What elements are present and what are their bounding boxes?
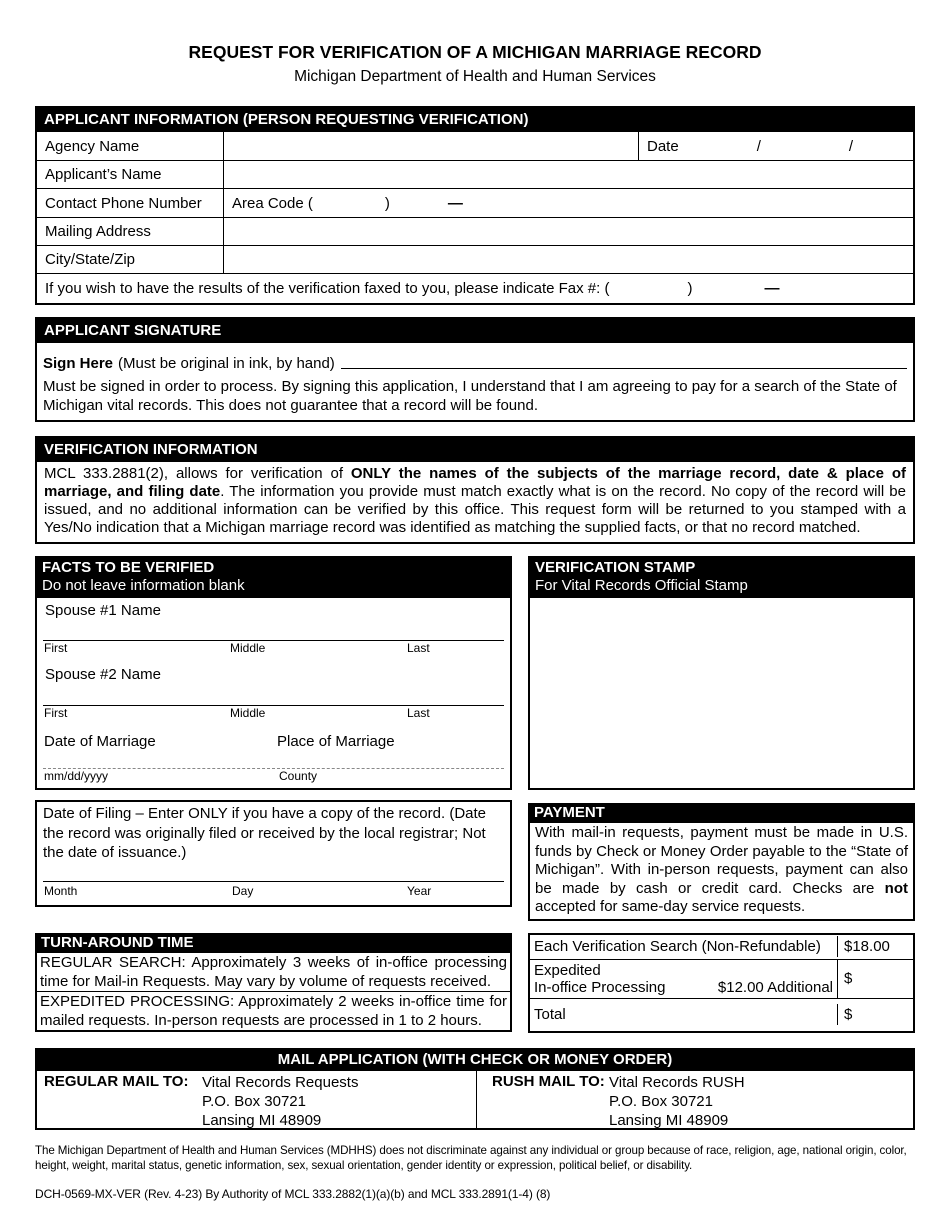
fee-row-expedited xyxy=(530,959,913,998)
fee-total-amount-field[interactable] xyxy=(837,1004,913,1025)
filing-sublabels xyxy=(37,884,510,897)
date-slash: / xyxy=(848,137,854,155)
verification-info-bold: ONLY the names of the subjects of the marriage record, date & place of marriage, and filing date xyxy=(44,465,906,500)
spouse2-name-label: Spouse #2 Name xyxy=(45,666,161,683)
payment-text xyxy=(528,823,915,921)
phone-dash: — xyxy=(447,194,463,212)
date-slash: / xyxy=(756,137,761,155)
first-label: First xyxy=(44,706,68,720)
signature-note: Must be signed in order to process. By signing this application, I understand that I am agreeing to pay for a search of the State of Michigan vital records. This does not guarantee that a record will be found. xyxy=(43,378,897,414)
fees-section xyxy=(528,933,915,1033)
date-of-filing-box[interactable] xyxy=(35,800,512,907)
payment-part2: accepted for same-day service requests. xyxy=(535,898,806,916)
turnaround-box xyxy=(35,953,512,1032)
verification-info-text xyxy=(37,462,913,542)
date-of-filing-section xyxy=(35,800,512,921)
address-line: Lansing MI 48909 xyxy=(202,1111,322,1129)
rush-mail-cell xyxy=(477,1071,913,1128)
stamp-area xyxy=(528,598,915,790)
first-label: First xyxy=(44,641,68,655)
section-header-verification-stamp xyxy=(528,556,915,598)
section-header-label: VERIFICATION INFORMATION xyxy=(44,441,258,458)
fee-row-search xyxy=(530,935,913,959)
fee-search-amount: $18.00 xyxy=(837,936,913,957)
section-header-label: PAYMENT xyxy=(534,804,605,821)
date-format-label: mm/dd/yyyy xyxy=(44,769,109,783)
rush-mail-address xyxy=(609,1073,745,1128)
fee-expedited-amount-field[interactable] xyxy=(837,960,913,998)
address-line: Lansing MI 48909 xyxy=(609,1111,729,1129)
date-field[interactable] xyxy=(638,132,913,160)
applicant-name-field[interactable] xyxy=(224,161,913,188)
address-line: Vital Records Requests xyxy=(202,1073,359,1091)
marriage-date-place-field[interactable] xyxy=(37,731,510,769)
section-header-mail-application xyxy=(37,1050,913,1070)
applicant-name-label: Applicant’s Name xyxy=(37,161,224,188)
fax-note-text: If you wish to have the results of the verification faxed to you, please indicate Fax #: ( xyxy=(45,280,610,297)
section-header-verification-info xyxy=(37,438,913,462)
regular-mail-cell xyxy=(37,1071,477,1128)
section-header-facts xyxy=(35,556,512,598)
mail-application-section xyxy=(35,1048,915,1130)
county-label: County xyxy=(279,769,318,783)
verification-info-part2: . The information you provide must match exactly what is on the record. No copy of the record will be issued, and no additional information can be verified by this office. This request form will be returned to you stamped with a Yes/No indication that a Michigan marriage record was identified as matching the supplied facts, or that no record matched. xyxy=(44,483,906,536)
facts-subheader: Do not leave information blank xyxy=(42,577,245,594)
section-header-applicant-info xyxy=(37,108,913,132)
contact-phone-row xyxy=(37,188,913,217)
sign-here-instructions: (Must be original in ink, by hand) xyxy=(118,355,335,372)
agency-name-label: Agency Name xyxy=(37,132,224,160)
area-code-prefix: Area Code ( xyxy=(232,194,313,212)
section-header-label: VERIFICATION STAMP xyxy=(535,559,696,576)
facts-box xyxy=(35,598,512,790)
page-subtitle: Michigan Department of Health and Human Services xyxy=(294,68,656,85)
fee-total-label: Total xyxy=(534,1006,566,1024)
address-line: P.O. Box 30721 xyxy=(202,1092,306,1110)
day-label: Day xyxy=(232,884,254,898)
middle-label: Middle xyxy=(230,641,266,655)
fee-search-label: Each Verification Search (Non-Refundable) xyxy=(534,938,821,956)
section-header-label: FACTS TO BE VERIFIED xyxy=(42,559,215,576)
fee-expedited-label xyxy=(530,960,837,998)
last-label: Last xyxy=(407,641,430,655)
section-header-payment xyxy=(528,803,915,823)
year-label: Year xyxy=(407,884,432,898)
mailing-address-label: Mailing Address xyxy=(37,218,224,245)
spouse1-name-sublabels xyxy=(37,641,510,654)
page-title: REQUEST FOR VERIFICATION OF A MICHIGAN MARRIAGE RECORD xyxy=(188,42,762,62)
verification-info-part1: MCL 333.2881(2), allows for verification of xyxy=(44,465,351,482)
mailing-address-row xyxy=(37,217,913,245)
area-code-close-paren: ) xyxy=(384,194,390,212)
fax-row[interactable] xyxy=(37,273,913,303)
month-label: Month xyxy=(44,884,78,898)
fax-dash: — xyxy=(764,280,780,297)
city-state-zip-row xyxy=(37,245,913,273)
applicant-name-row xyxy=(37,160,913,188)
contact-phone-field[interactable] xyxy=(224,189,913,217)
section-header-label: MAIL APPLICATION (WITH CHECK OR MONEY ORDER) xyxy=(277,1050,673,1068)
sign-here-label: Sign Here xyxy=(43,355,114,372)
fax-close-paren: ) xyxy=(687,280,693,297)
applicant-info-table xyxy=(35,106,915,305)
agency-name-row xyxy=(37,132,913,160)
fee-expedited-line2-label: In-office Processing xyxy=(534,978,666,996)
fee-table xyxy=(528,933,915,1033)
fee-row-total xyxy=(530,998,913,1031)
spouse1-name-label: Spouse #1 Name xyxy=(45,602,161,619)
contact-phone-label: Contact Phone Number xyxy=(37,189,224,217)
dollar-sign: $ xyxy=(844,970,853,988)
stamp-subheader: For Vital Records Official Stamp xyxy=(535,577,748,594)
applicant-signature-section xyxy=(35,317,915,422)
verification-stamp-section xyxy=(528,556,915,790)
section-header-label: TURN-AROUND TIME xyxy=(41,933,194,951)
agency-name-field[interactable] xyxy=(224,132,638,160)
marriage-date-place-sublabels xyxy=(37,769,510,782)
section-header-label: APPLICANT INFORMATION (PERSON REQUESTING VERIFICATION) xyxy=(44,111,529,128)
city-state-zip-label: City/State/Zip xyxy=(37,246,224,273)
payment-bold: not xyxy=(884,879,908,897)
regular-mail-label: REGULAR MAIL TO: xyxy=(44,1072,189,1090)
turnaround-section xyxy=(35,933,512,1033)
verification-info-section xyxy=(35,436,915,544)
dollar-sign: $ xyxy=(844,1006,853,1024)
payment-part1: With mail-in requests, payment must be made in U.S. funds by Check or Money Order payable to the “State of Michigan”. With in-person requests, payment can also be made by cash or credit card. Checks are xyxy=(535,824,908,897)
place-of-marriage-label: Place of Marriage xyxy=(277,733,395,750)
address-line: P.O. Box 30721 xyxy=(609,1092,713,1110)
section-header-turnaround xyxy=(35,933,512,953)
fee-expedited-line1: Expedited xyxy=(534,961,601,979)
regular-mail-address xyxy=(202,1073,358,1128)
form-number: DCH-0569-MX-VER (Rev. 4-23) By Authority of MCL 333.2882(1)(a)(b) and MCL 333.2891(1-4) (8) xyxy=(35,1186,551,1201)
city-state-zip-field[interactable] xyxy=(224,246,913,273)
marriage-date-place-labels xyxy=(37,731,510,750)
rush-mail-label: RUSH MAIL TO: xyxy=(492,1072,605,1090)
expedited-processing-text: EXPEDITED PROCESSING: Approximately 2 weeks in-office time for mailed requests. In-person requests are processed in 1 to 2 hours. xyxy=(37,991,510,1030)
section-header-label: APPLICANT SIGNATURE xyxy=(44,322,222,339)
regular-search-text: REGULAR SEARCH: Approximately 3 weeks of in-office processing time for Mail-in Requests. May vary by volume of requests received. xyxy=(40,953,507,990)
nondiscrimination-notice: The Michigan Department of Health and Human Services (MDHHS) does not discriminate against any individual or group because of race, religion, age, national origin, color, height, weight, marital status, genetic information, sex, sexual orientation, gender identity or expression, political belief, or disability. xyxy=(35,1143,907,1173)
address-line: Vital Records RUSH xyxy=(609,1073,745,1091)
fee-expedited-line2 xyxy=(534,979,833,996)
spouse2-name-field[interactable] xyxy=(37,666,510,706)
facts-section xyxy=(35,556,512,790)
middle-label: Middle xyxy=(230,706,266,720)
date-label: Date xyxy=(647,137,679,155)
date-of-filing-text: Date of Filing – Enter ONLY if you have a copy of the record. (Date the record was originally filed or received by the local registrar; Not the date of issuance.) xyxy=(43,805,487,861)
date-of-marriage-label: Date of Marriage xyxy=(44,733,156,750)
spouse2-name-sublabels xyxy=(37,706,510,719)
mail-addresses-row xyxy=(37,1070,913,1128)
sign-here-row xyxy=(37,343,913,374)
spouse1-name-field[interactable] xyxy=(37,598,510,641)
section-header-applicant-signature xyxy=(37,319,913,343)
fee-expedited-extra: $12.00 Additional xyxy=(717,978,833,996)
payment-section xyxy=(528,803,915,921)
signature-line[interactable] xyxy=(341,368,907,369)
last-label: Last xyxy=(407,706,430,720)
write-line xyxy=(43,881,504,882)
mailing-address-field[interactable] xyxy=(224,218,913,245)
